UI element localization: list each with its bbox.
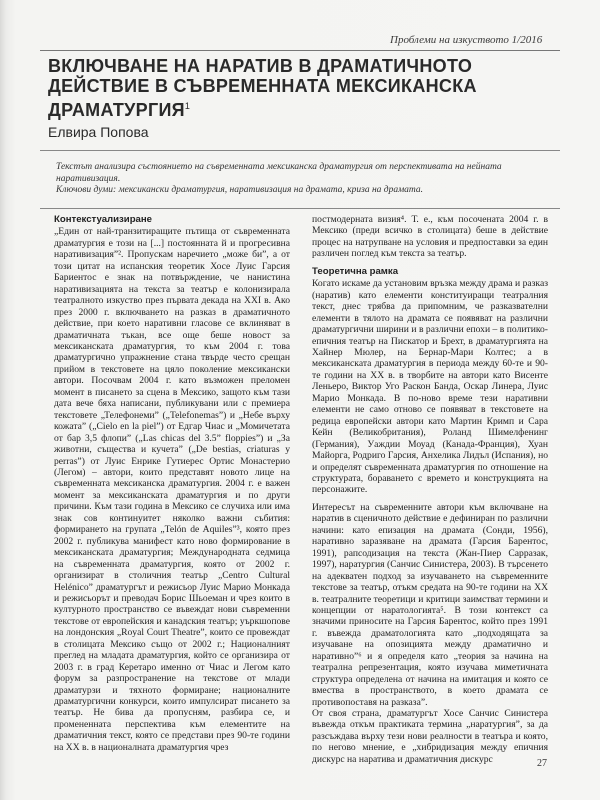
paragraph: Интересът на съвременните автори към включване на наратив в сценичното действие е дефиниран по различни начини: като епизация на драмата (Сонди, 1956), наративно заразяване на драмата (Гарсия Барентос, 1991), рапсодизация на текста (Жан-Пиер Сарразак, 1997), наратургия (Санчис Синистера, 2003). В търсенето на адекватен подход за изучаването на съвременните текстове за театър, отъкм средата на 90-те години на XX в. театралните теоретици и критици заимстват термини и концепции от наратологията⁵. В този контекст са значими приносите на Гарсия Барентос, който през 1991 г. въвежда драматологията като „подходящата за изучаване на опозицията между драматично и наративно”⁶ и я определя като „теория за начина на театрална репрезентация, която изучава миметичната структура определена от начина на имитация и която се вмества в пространството, в което драмата се противопоставя на разказа”.	[312, 501, 548, 708]
running-head: Проблеми на изкуството 1/2016	[390, 34, 543, 46]
header-rule	[40, 50, 560, 51]
abstract-bottom-rule	[40, 208, 560, 209]
keywords-text: Ключови думи: мексикански драматургия, наративизация на драмата, криза на драмата.	[56, 185, 424, 195]
left-column	[54, 214, 290, 753]
article-title-text: ВКЛЮЧВАНЕ НА НАРАТИВ В ДРАМАТИЧНОТО ДЕЙСТВИЕ В СЪВРЕМЕННАТА МЕКСИКАНСКА ДРАМАТУРГИЯ	[48, 56, 477, 120]
author-name: Елвира Попова	[48, 124, 149, 140]
paragraph: постмодерната визия⁴. Т. е., към посочената 2004 г. в Мексико (преди всичко в столицата) беше в действие процес на натрупване на условия и предпоставки за един различен поглед към текста за театър.	[312, 214, 548, 260]
abstract-top-rule	[40, 150, 560, 151]
right-column	[312, 214, 548, 765]
abstract-text: Текстът анализира състоянието на съвременната мексиканска драматургия от перспективата на нейната наративизация.	[56, 162, 502, 184]
paragraph: Когато искаме да установим връзка между драма и разказ (наратив) като елементи конституиращи театралния текст, днес трябва да припомним, че разказвателни елементи в тялото на драмата се появяват на различни драматургични ширини и в различни епохи – в политико-епичния театър на Пискатор и Брехт, в драматургията на Хайнер Мюлер, на Бернар-Мари Колтес; а в мексиканската драматургия в периода между 60-те и 90-те години на XX в. в творбите на автори като Висенте Леньеро, Виктор Уго Раскон Банда, Оскар Линера, Луис Марио Монкада. В по-ново време тези наративни елементи не само отново се появяват в текстовете на редица европейски автори като Мартин Кримп и Сара Кейн (Великобритания), Роланд Шимелфенинг (Германия), Уаждии Моуад (Канада-Франция), Хуан Майорга, Родриго Гарсия, Анхелика Лидъл (Испания), но и определят съвременната драматургия по отношение на структурата, бораването с времето и конструкцията на персонажите.	[312, 278, 548, 496]
section-heading-contextualization: Контекстуализиране	[54, 214, 153, 225]
paragraph: „Един от най-транзитиращите пътища от съвременната драматургия е този на [...] постоянната й и прогресивна наративизация”². Пропускам наречието „може би”, а от този цитат на испанския теоретик Хосе Луис Гарсия Бариентос е знак на потвърждение, че нанистина наративизацията на текста за театър е колонизирала театралното изкуство през първата декада на XXI в. Ако през 2000 г. включването на разказ в драматичното действие, при което наративни гласове се вклиняват в драматичната тъкан, все още беше новост за мексиканската драматургия, то към 2004 г. това драматургично упражнение стана твърде често срещан прийом в текстовете на цяло поколение мексикански автори. Посочвам 2004 г. като възможен преломен момент в писането за сцена в Мексико, защото към тази дата вече бяха написани, публикувани или с премиера текстовете „Телефонеми” („Telefonemas”) и „Небе върху кожата” („Cielo en la piel”) от Едгар Чиас и „Момичетата от бар 3,5 флопи” („Las chicas del 3.5” floppies”) и „За животни, същества и кучета” („De bestias, criaturas y perras”) от Луис Енрике Гутиерес Ортис Монастерио (Легом) – автори, които представят новото лице на съвременната мексиканска драматургия. 2004 г. е важен момент за мексиканската драматургия и по други причини. Към тази година в Мексико се случиха или има знак сов континуитет няколко важни събития: формирането на групата „Telón de Aquiles”³, която през 2002 г. публикува манифест като ново формирование в мексиканската драматургия; Международната седмица на съвременната драматургия, която от 2002 г. организират в столичния театър „Centro Cultural Helénico” драматургът и режисьор Луис Марио Монкада и режисьорът и преводач Борис Шьоеман и чрез които в културното пространство се въвеждат нови съвременни текстове от европейския и канадския театър; уъркшопове на лондонския „Royal Court Theatre”, които се провеждат в столицата Мексико също от 2002 г.; Националният преглед на младата драматургия, който се организира от 2003 г. в град Керетаро именно от Чиас и Легом като форум за разпространение на текстове от млади драматурзи и тяхното формиране; националните драматургични конкурси, които импулсират писането за театър. Не бива да пропусням, разбира се, и промененната перспектива към елементите на драматичния текст, която се представи през 90-те години на XX в. в националната драматургия чрез	[54, 226, 290, 753]
page-number: 27	[537, 758, 547, 769]
title-footnote-marker: 1	[184, 101, 191, 111]
abstract-block	[56, 162, 556, 197]
paragraph: От своя страна, драматургът Хосе Санчис Синистера въвежда откъм практиката термина „наратургия”, за да разсъждава върху тези нови реалности в театъра и която, по негово мнение, е „хибридизация между епичния дискурс на наратива и драматичния дискурс	[312, 708, 548, 765]
section-heading-theoretical-frame: Теоретична рамка	[312, 265, 399, 277]
article-title	[48, 56, 568, 120]
